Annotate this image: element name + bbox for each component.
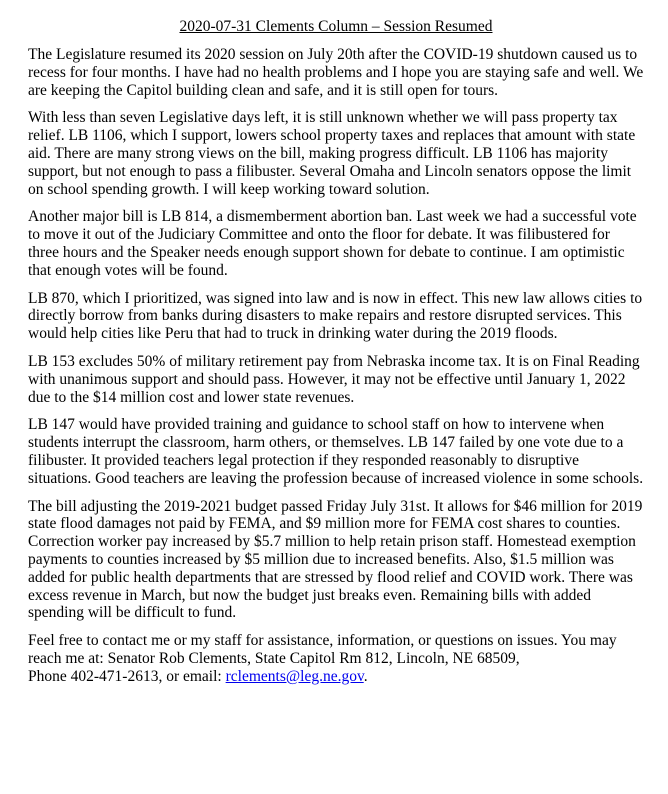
contact-period: . (363, 667, 368, 685)
paragraph-lb-870: LB 870, which I prioritized, was signed into law and is now in effect. This new law allows cities to directly borrow from banks during disasters to make repairs and restore disrupted services. This would help cities like Peru that had to truck in drinking water during the 2019 floods. (28, 289, 643, 343)
document-title: 2020-07-31 Clements Column – Session Resumed (179, 18, 493, 35)
paragraph-property-tax: With less than seven Legislative days left, it is still unknown whether we will pass property tax relief. LB 1106, which I support, lowers school property taxes and replaces that amount with state aid. There are many strong views on the bill, making progress difficult. LB 1106 has majority support, but not enough to pass a filibuster. Several Omaha and Lincoln senators oppose the limit on school spending growth. I will keep working toward solution. (28, 109, 636, 198)
email-link[interactable]: rclements@leg.ne.gov (225, 667, 364, 685)
paragraph-session-resumed: The Legislature resumed its 2020 session on July 20th after the COVID-19 shutdown caused us to recess for four months. I have had no health problems and I hope you are staying safe and well. We are keeping the Capitol building clean and safe, and it is still open for tours. (28, 46, 644, 99)
paragraph-lb-147: LB 147 would have provided training and guidance to school staff on how to intervene when students interrupt the classroom, harm others, or themselves. LB 147 failed by one vote due to a filibuster. It provided teachers legal protection if they responded reasonably to disruptive situations. Good teachers are leaving the profession because of increased violence in some schools. (28, 416, 644, 487)
paragraph-lb-153: LB 153 excludes 50% of military retirement pay from Nebraska income tax. It is on Final Reading with unanimous support and should pass. However, it may not be effective until January 1, 2022 due to the $14 million cost and lower state revenues. (28, 352, 640, 406)
contact-text: Feel free to contact me or my staff for assistance, information, or questions on issues. You may reach me at: Senator Rob Clements, State Capitol Rm 812, Lincoln, NE 68509, (28, 632, 617, 667)
contact-phone-text: Phone 402-471-2613, or email: (28, 667, 226, 685)
paragraph-lb-814: Another major bill is LB 814, a dismemberment abortion ban. Last week we had a successful vote to move it out of the Judiciary Committee and onto the floor for debate. It was filibustered for three hours and the Speaker needs enough support shown for debate to continue. I am optimistic that enough votes will be found. (28, 208, 637, 279)
paragraph-budget: The bill adjusting the 2019-2021 budget passed Friday July 31st. It allows for $46 million for 2019 state flood damages not paid by FEMA, and $9 million more for FEMA cost shares to counties. Correction worker pay increased by $5.7 million to help retain prison staff. Homestead exemption payments to counties increased by $5 million due to increased benefits. Also, $1.5 million was added for public health departments that are stressed by flood relief and COVID work. There was excess revenue in March, but now the budget just breaks even. Remaining bills with added spending will be difficult to fund. (28, 497, 643, 622)
paragraph-contact (28, 632, 644, 685)
